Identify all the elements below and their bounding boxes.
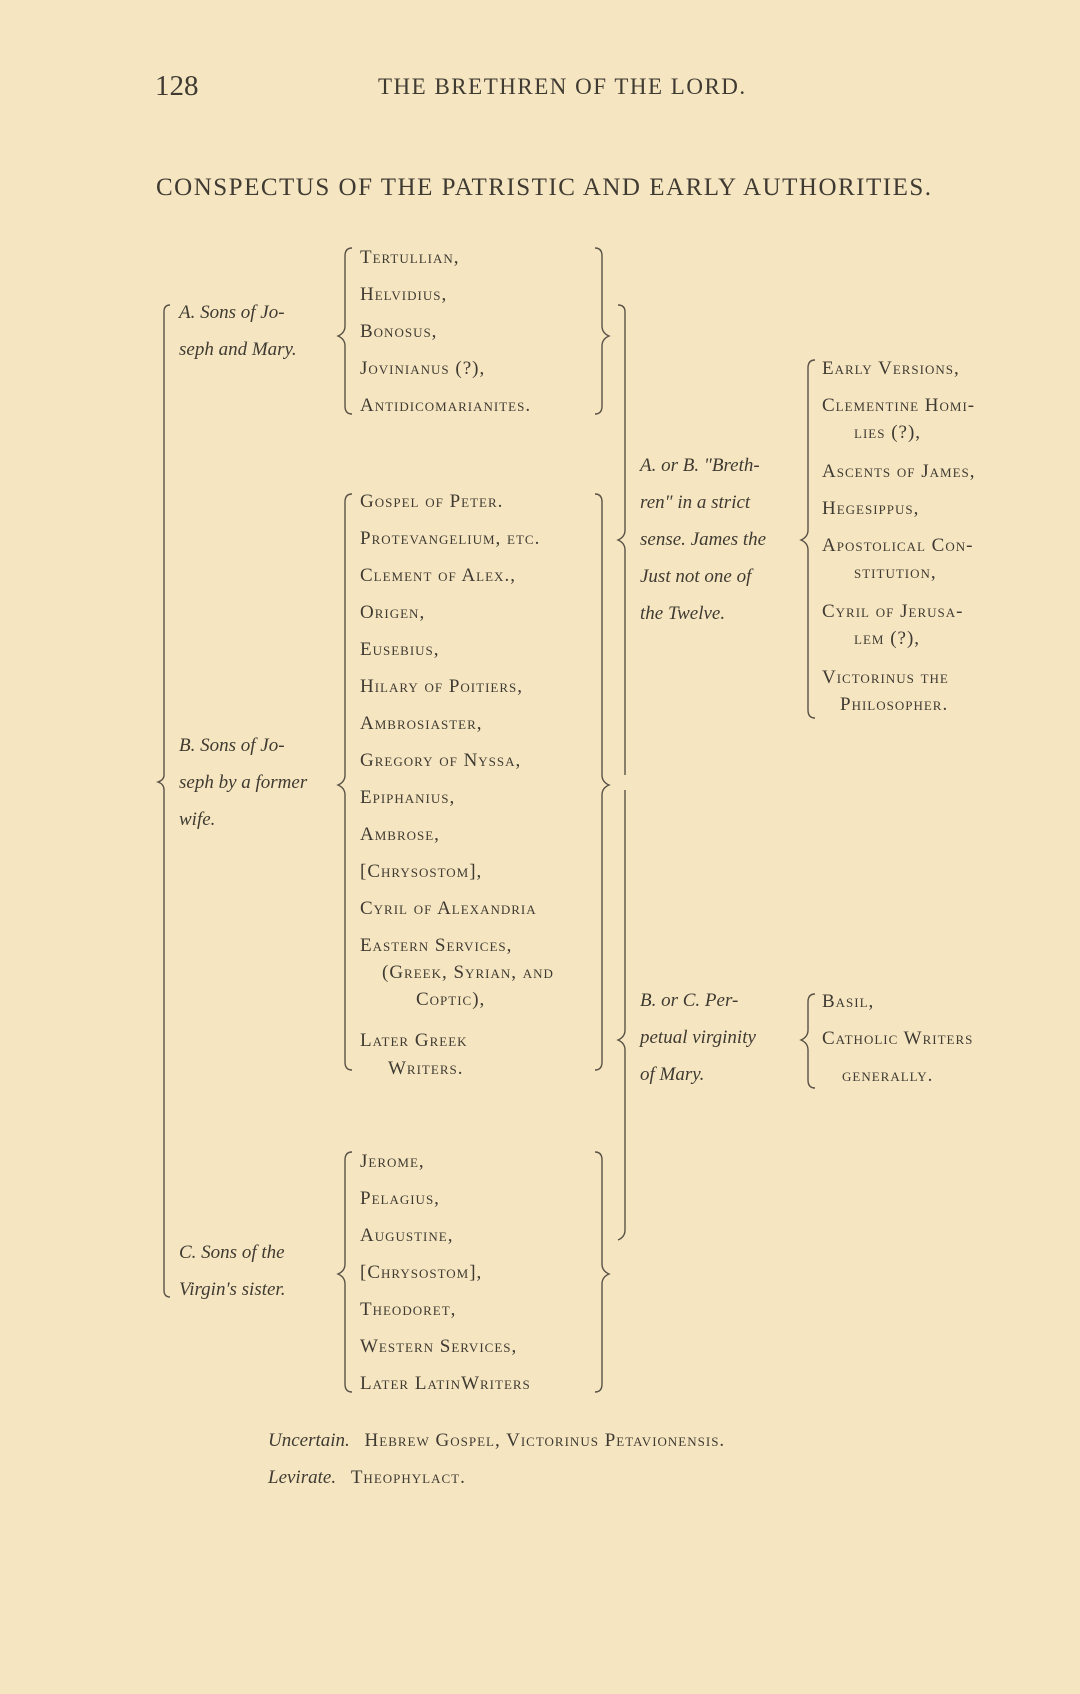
authority-item: Clement of Alex., (360, 565, 516, 586)
ab-bracket (618, 305, 625, 775)
group-ab-label-line: sense. James the (640, 529, 767, 550)
group-ab-label-line: the Twelve. (640, 603, 726, 624)
authority-item: Apostolical Con- (822, 535, 974, 556)
group-a-label-line: seph and Mary. (179, 339, 297, 360)
uncertain-line (268, 1430, 725, 1452)
authority-item: Jerome, (360, 1151, 425, 1172)
authority-item: [Chrysostom], (360, 1262, 483, 1283)
authority-item: Ascents of James, (822, 461, 976, 482)
authority-item: Ambrose, (360, 824, 440, 845)
authority-item: Pelagius, (360, 1188, 440, 1209)
authority-item: [Chrysostom], (360, 861, 483, 882)
levirate-line (268, 1467, 466, 1489)
authority-item: Writers. (388, 1058, 464, 1079)
group-bc-label-line: B. or C. Per- (640, 990, 739, 1011)
outer-left-bracket (158, 305, 170, 1297)
authority-item: Cyril of Jerusa- (822, 601, 964, 622)
authority-item: Cyril of Alexandria (360, 898, 537, 919)
authority-item: Augustine, (360, 1225, 454, 1246)
group-bc-label (640, 982, 802, 1093)
authority-item: Gregory of Nyssa, (360, 750, 522, 771)
group-a-left-brace (338, 248, 352, 414)
group-a-right-brace (595, 248, 609, 414)
group-c-label-line: Virgin's sister. (179, 1279, 286, 1300)
group-b-right-brace (595, 494, 609, 1070)
authority-item: Jovinianus (?), (360, 358, 486, 379)
uncertain-label: Uncertain. (268, 1430, 350, 1451)
bc-bracket (618, 790, 625, 1240)
bc-authorities-brace (801, 994, 815, 1088)
authority-item: Western Services, (360, 1336, 518, 1357)
authority-item: (Greek, Syrian, and (382, 962, 554, 983)
group-b-label (179, 727, 339, 838)
authority-item: Tertullian, (360, 247, 460, 268)
authority-item: Clementine Homi- (822, 395, 976, 416)
group-c-left-brace (338, 1152, 352, 1392)
authority-item: Catholic Writers (822, 1028, 974, 1049)
authority-item: Antidicomarianites. (360, 395, 532, 416)
authority-item: Theodoret, (360, 1299, 457, 1320)
uncertain-value: Hebrew Gospel, Victorinus Petavionensis. (364, 1430, 726, 1451)
ab-authorities-brace (801, 360, 815, 718)
running-title: THE BRETHREN OF THE LORD. (378, 74, 747, 99)
authority-item: Victorinus the (822, 667, 949, 688)
authority-item: Gospel of Peter. (360, 491, 504, 512)
group-b-label-line: wife. (179, 809, 216, 830)
group-b-label-line: B. Sons of Jo- (179, 735, 285, 756)
group-c-label-line: C. Sons of the (179, 1242, 285, 1263)
group-c-label (179, 1234, 339, 1308)
group-ab-label-line: Just not one of (640, 566, 752, 587)
authority-item: lies (?), (854, 422, 922, 443)
group-bc-label-line: of Mary. (640, 1064, 705, 1085)
authority-item: lem (?), (854, 628, 921, 649)
levirate-label: Levirate. (268, 1467, 337, 1488)
authority-item: Eusebius, (360, 639, 440, 660)
group-b-label-line: seph by a former (179, 772, 308, 793)
group-ab-label-line: A. or B. "Breth- (640, 455, 760, 476)
conspectus-title: CONSPECTUS OF THE PATRISTIC AND EARLY AUTHORITIES. (156, 174, 933, 201)
group-a-label-line: A. Sons of Jo- (179, 302, 285, 323)
authority-item: Hilary of Poitiers, (360, 676, 523, 697)
authority-item: Later LatinWriters (360, 1373, 531, 1394)
group-ab-label (640, 447, 802, 632)
group-b-left-brace (338, 494, 352, 1070)
group-ab-label-line: ren" in a strict (640, 492, 751, 513)
authority-item: Basil, (822, 991, 875, 1012)
authority-item: Philosopher. (840, 694, 949, 715)
group-bc-label-line: petual virginity (640, 1027, 756, 1048)
authority-item: generally. (842, 1065, 934, 1086)
authority-item: Eastern Services, (360, 935, 513, 956)
authority-item: Early Versions, (822, 358, 960, 379)
authority-item: Bonosus, (360, 321, 438, 342)
authority-item: Ambrosiaster, (360, 713, 483, 734)
authority-item: Protevangelium, etc. (360, 528, 541, 549)
authority-item: Origen, (360, 602, 426, 623)
authority-item: Epiphanius, (360, 787, 456, 808)
group-a-label (179, 294, 339, 368)
authority-item: Coptic), (416, 989, 486, 1010)
authority-item: Later Greek (360, 1030, 468, 1051)
authority-item: stitution, (854, 562, 937, 583)
page-number: 128 (155, 70, 199, 102)
levirate-value: Theophylact. (350, 1467, 466, 1488)
authority-item: Hegesippus, (822, 498, 920, 519)
group-c-right-brace (595, 1152, 609, 1392)
authority-item: Helvidius, (360, 284, 448, 305)
